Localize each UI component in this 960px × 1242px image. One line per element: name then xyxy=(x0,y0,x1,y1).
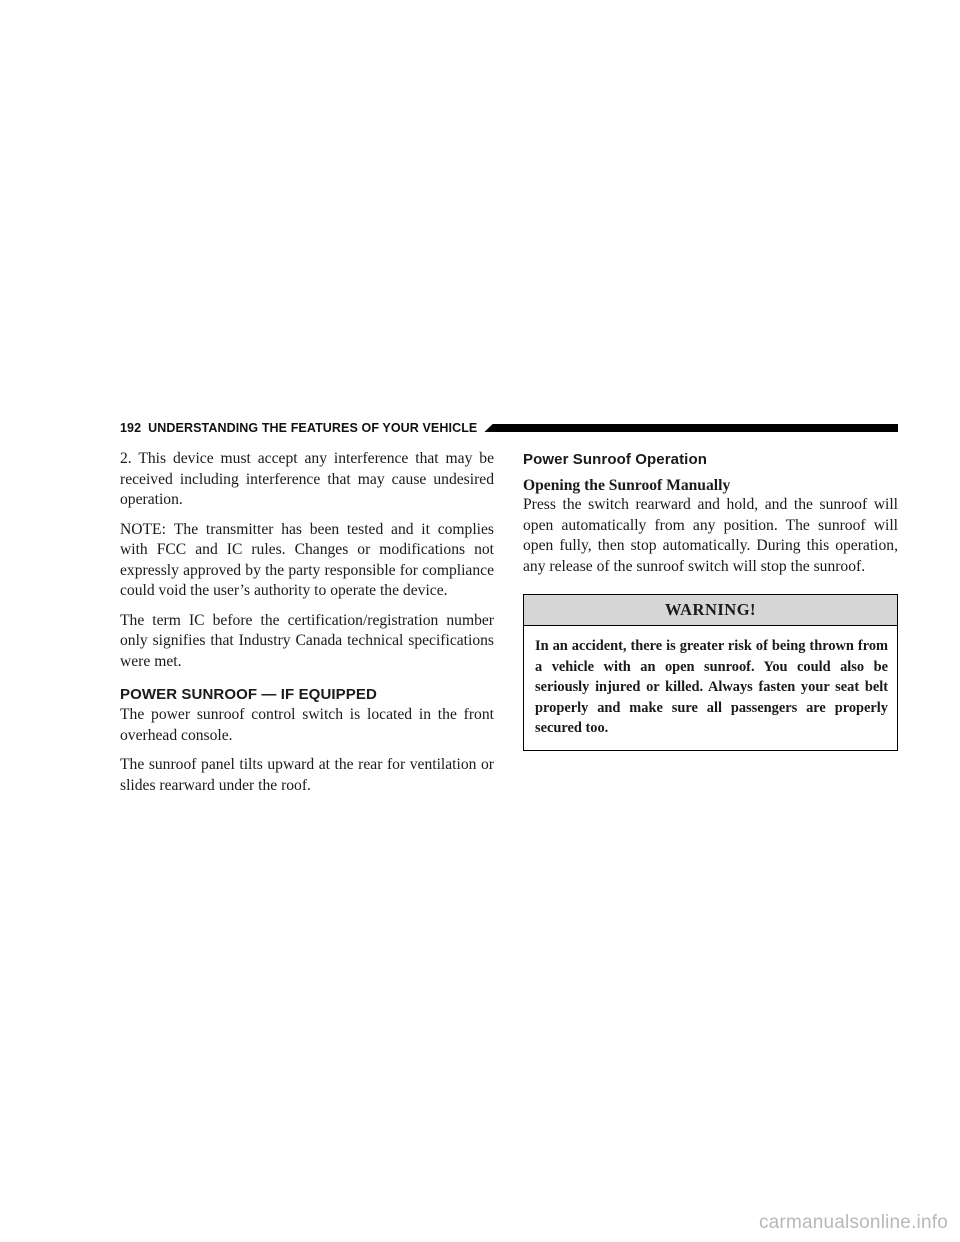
opening-subheading: Opening the Sunroof Manually xyxy=(523,477,731,494)
operation-heading: Power Sunroof Operation xyxy=(523,451,707,468)
paragraph-panel-tilt: The sunroof panel tilts upward at the rear for ventilation or slides rearward under the roof. xyxy=(120,756,494,794)
warning-text: In an accident, there is greater risk of being thrown from a vehicle with an open sunroof. You could also be seriously injured or killed. Always fasten your seat belt properly and make sure all passengers are properly secured too. xyxy=(535,638,888,736)
paragraph-interference: 2. This device must accept any interference that may be received including interference that may cause undesired operation. xyxy=(120,450,494,508)
section-heading: POWER SUNROOF — IF EQUIPPED xyxy=(120,686,377,703)
paragraph-switch-location: The power sunroof control switch is located in the front overhead console. xyxy=(120,706,494,744)
note-paragraph xyxy=(120,520,494,602)
page-header xyxy=(120,420,898,436)
watermark: carmanualsonline.info xyxy=(758,1212,948,1233)
left-column xyxy=(120,449,494,796)
paragraph-ic-term: The term IC before the certification/registration number only signifies that Industry Canada technical specifications were met. xyxy=(120,611,494,670)
warning-title: WARNING! xyxy=(524,595,897,626)
section-title: UNDERSTANDING THE FEATURES OF YOUR VEHICLE xyxy=(148,421,478,435)
right-column xyxy=(523,449,898,751)
note-label: NOTE: xyxy=(120,520,166,538)
page-number: 192 xyxy=(120,421,142,435)
paragraph-opening: Press the switch rearward and hold, and the sunroof will open automatically from any position. The sunroof will open fully, then stop automatically. During this operation, any release of the sunroof switch will stop the sunroof. xyxy=(523,496,898,575)
note-text: The transmitter has been tested and it complies with FCC and IC rules. Changes or modifications not expressly approved by the party responsible for compliance could void the user’s authority to operate the device. xyxy=(120,520,494,599)
warning-box xyxy=(523,594,898,751)
header-rule xyxy=(484,424,898,432)
